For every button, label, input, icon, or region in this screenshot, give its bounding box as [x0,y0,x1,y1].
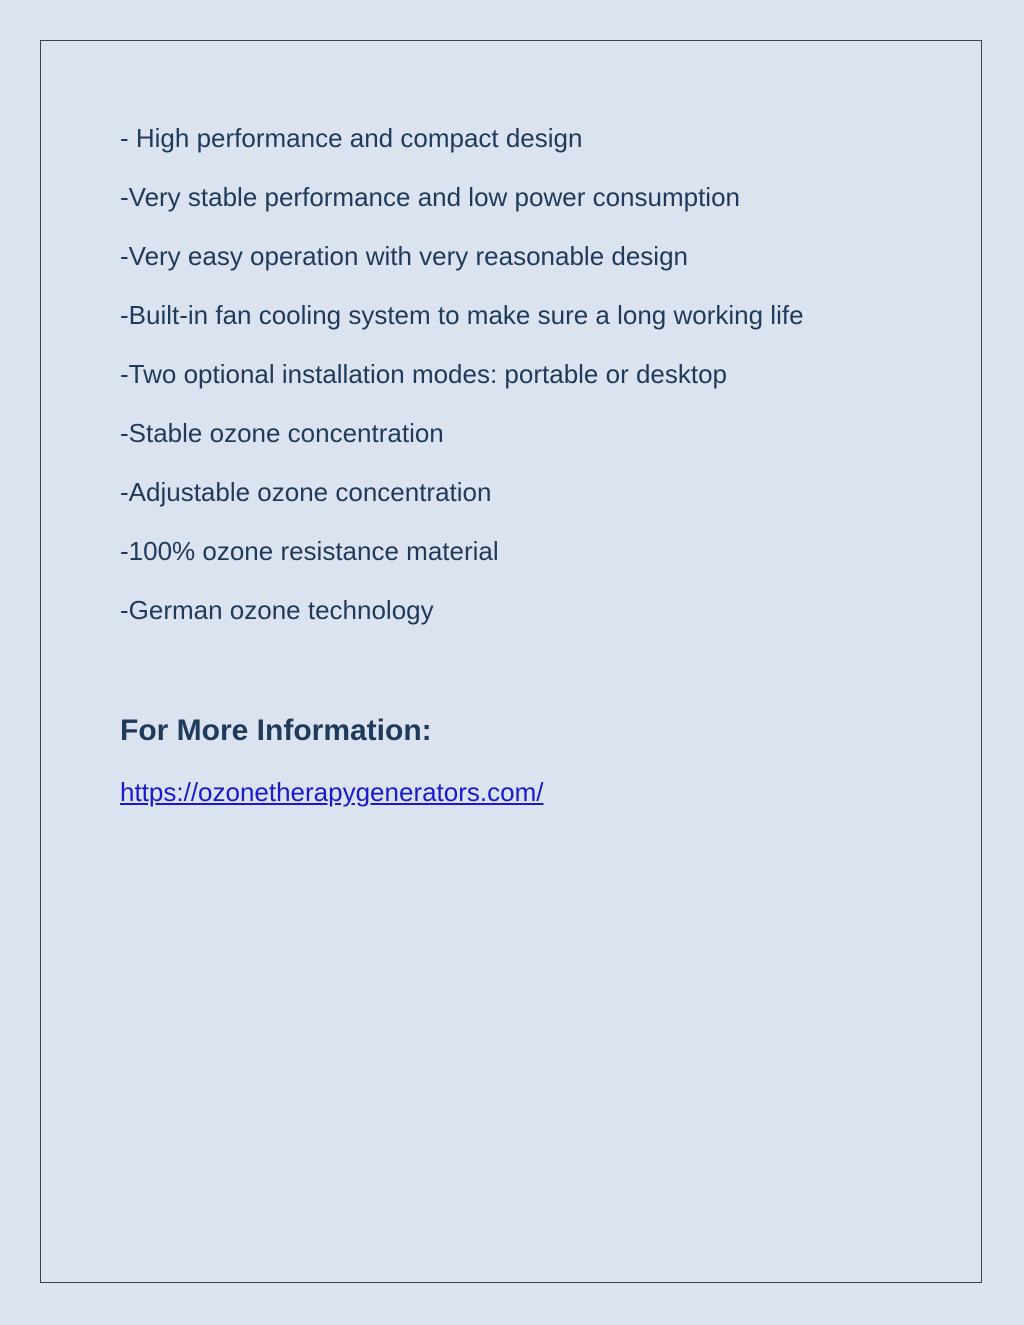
feature-item: - High performance and compact design [120,123,583,153]
feature-item: -German ozone technology [120,595,434,625]
feature-item: -Adjustable ozone concentration [120,477,492,507]
feature-item: -Two optional installation modes: portable or desktop [120,359,728,389]
more-info-heading: For More Information: [120,714,432,747]
feature-item: -Stable ozone concentration [120,418,444,448]
feature-item: -Very stable performance and low power consumption [120,182,740,212]
feature-item: -100% ozone resistance material [120,536,499,566]
feature-list [120,121,804,652]
feature-item: -Very easy operation with very reasonable design [120,241,688,271]
feature-item: -Built-in fan cooling system to make sure a long working life [120,300,804,330]
website-link[interactable]: https://ozonetherapygenerators.com/ [120,777,544,807]
